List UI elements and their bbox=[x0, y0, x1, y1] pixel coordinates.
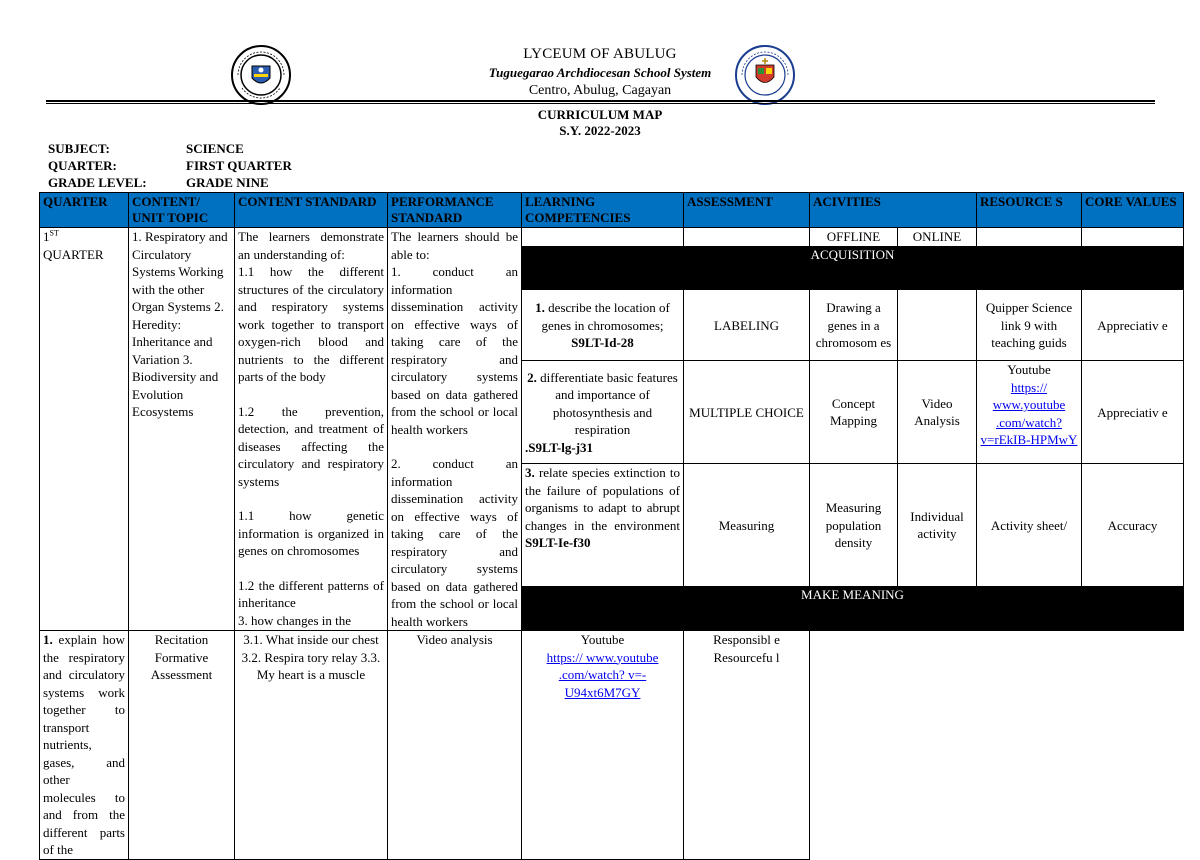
online-label: ONLINE bbox=[898, 228, 977, 247]
header-content: CONTENT/ UNIT TOPIC bbox=[129, 193, 235, 228]
header-competencies: LEARNING COMPETENCIES bbox=[522, 193, 684, 228]
core-values-cell: Appreciativ e bbox=[1082, 290, 1184, 361]
header-quarter: QUARTER bbox=[40, 193, 129, 228]
meta-grade-label: GRADE LEVEL: bbox=[48, 175, 147, 190]
competency-code: S9LT-Ie-f30 bbox=[525, 535, 591, 551]
online-activity-cell: Individual activity bbox=[898, 464, 977, 587]
competency-cell bbox=[522, 290, 684, 361]
header-divider-thin bbox=[46, 103, 1155, 104]
blank-cell bbox=[977, 228, 1082, 247]
competency-text: relate species extinction to the failure of populations of organisms to adapt to abrupt changes in the environment bbox=[525, 465, 680, 533]
content-standard-3: 1.1 how genetic information is organized in genes on chromosomes bbox=[238, 508, 384, 558]
competency-text: describe the location of genes in chromosomes; bbox=[541, 300, 670, 333]
competency-code: .S9LT-lg-j31 bbox=[525, 439, 594, 455]
resources-text: Youtube bbox=[1007, 362, 1051, 378]
table-header-row bbox=[40, 193, 1184, 228]
content-topics: 1. Respiratory and Circulatory Systems Working with the other Organ Systems 2. Heredity: Inheritance and Variation 3. Biodiversity and Evolution Ecosystems bbox=[132, 229, 228, 419]
header-resources: RESOURCE S bbox=[977, 193, 1082, 228]
table-row bbox=[40, 228, 1184, 247]
content-standard-2: 1.2 the prevention, detection, and treatment of diseases affecting the circulatory and respiratory systems bbox=[238, 403, 384, 489]
competency-text: explain how the respiratory and circulatory systems work together to transport nutrients, gases, and other molecules to and from the different parts of the bbox=[43, 632, 125, 857]
school-address: Centro, Abulug, Cagayan bbox=[528, 83, 672, 98]
section-make-meaning: MAKE MEANING bbox=[522, 587, 1184, 631]
competency-num: 2. bbox=[527, 369, 537, 385]
header-divider bbox=[46, 100, 1155, 102]
meta-quarter-label: QUARTER: bbox=[48, 158, 117, 173]
meta-subject-value: SCIENCE bbox=[186, 141, 244, 156]
competency-text: differentiate basic features and importance of photosynthesis and respiration bbox=[540, 369, 678, 437]
performance-2: 2. conduct an information dissemination activity on effective ways of taking care of the respiratory and circulatory systems based on data gathered from the school or local health workers bbox=[391, 456, 518, 629]
resources-cell: Quipper Science link 9 with teaching guids bbox=[977, 290, 1082, 361]
competency-cell bbox=[522, 361, 684, 464]
offline-activity-cell: Measuring population density bbox=[810, 464, 898, 587]
resources-text: Youtube bbox=[580, 632, 625, 647]
header-assessment: ASSESSMENT bbox=[684, 193, 810, 228]
content-standard-intro: The learners demonstrate an understanding of: bbox=[238, 229, 384, 262]
meta-quarter bbox=[48, 157, 292, 174]
offline-activity-cell: 3.1. What inside our chest 3.2. Respira tory relay 3.3. My heart is a muscle bbox=[235, 631, 388, 860]
school-system: Tuguegarao Archdiocesan School System bbox=[488, 65, 712, 80]
online-activity-cell: Video analysis bbox=[388, 631, 522, 860]
assessment-cell: MULTIPLE CHOICE bbox=[684, 361, 810, 464]
content-standard-1: 1.1 how the different structures of the circulatory and respiratory systems work together to transport oxygen-rich blood and nutrients to the different parts of the body bbox=[238, 264, 384, 384]
competency-num: 1. bbox=[43, 632, 53, 647]
content-standard-5: 3. how changes in the bbox=[238, 612, 352, 628]
resources-cell: Activity sheet/ bbox=[977, 464, 1082, 587]
meta-subject bbox=[48, 140, 292, 157]
resource-link[interactable]: https:// www.youtube .com/watch? v=rEkIB-HPMwY bbox=[980, 379, 1078, 448]
performance-1: 1. conduct an information dissemination activity on effective ways of taking care of the respiratory and circulatory systems based on data gathered from the school or local health workers bbox=[391, 264, 518, 437]
school-name: LYCEUM OF ABULUG bbox=[523, 46, 677, 62]
document-title: CURRICULUM MAP bbox=[537, 107, 663, 122]
core-values-cell: Appreciativ e bbox=[1082, 361, 1184, 464]
meta-block bbox=[48, 140, 292, 191]
section-acquisition: ACQUISITION bbox=[522, 246, 1184, 290]
assessment-cell: Recitation Formative Assessment bbox=[129, 631, 235, 860]
performance-intro: The learners should be able to: bbox=[391, 229, 518, 262]
meta-grade-value: GRADE NINE bbox=[186, 175, 269, 190]
quarter-cell bbox=[40, 228, 129, 631]
offline-activity-cell: Drawing a genes in a chromosom es bbox=[810, 290, 898, 361]
blank-cell bbox=[522, 228, 684, 247]
core-values-cell: Accuracy bbox=[1082, 464, 1184, 587]
blank-cell bbox=[684, 228, 810, 247]
school-year: S.Y. 2022-2023 bbox=[559, 123, 641, 138]
competency-cell bbox=[522, 464, 684, 587]
meta-quarter-value: FIRST QUARTER bbox=[186, 158, 292, 173]
offline-label: OFFLINE bbox=[810, 228, 898, 247]
assessment-cell: LABELING bbox=[684, 290, 810, 361]
competency-code: S9LT-Id-28 bbox=[571, 335, 634, 350]
resources-cell bbox=[522, 631, 684, 860]
online-activity-cell bbox=[898, 290, 977, 361]
quarter-word: QUARTER bbox=[43, 246, 104, 262]
meta-subject-label: SUBJECT: bbox=[48, 141, 110, 156]
performance-standard-cell bbox=[388, 228, 522, 631]
content-standard-cell bbox=[235, 228, 388, 631]
competency-num: 3. bbox=[525, 465, 535, 481]
core-values-cell: Responsibl e Resourcefu l bbox=[684, 631, 810, 860]
table-row bbox=[40, 631, 1184, 860]
resource-link[interactable]: https:// www.youtube .com/watch? v=-U94xt6M7GY bbox=[546, 649, 659, 700]
competency-num: 1. bbox=[535, 300, 545, 315]
blank-cell bbox=[1082, 228, 1184, 247]
content-standard-4: 1.2 the different patterns of inheritance bbox=[238, 577, 384, 610]
meta-grade bbox=[48, 174, 292, 191]
competency-cell bbox=[40, 631, 129, 860]
header-core-values: CORE VALUES bbox=[1082, 193, 1184, 228]
quarter-sup: ST bbox=[49, 228, 59, 238]
header-content-standard: CONTENT STANDARD bbox=[235, 193, 388, 228]
content-topic-cell bbox=[129, 228, 235, 631]
header-performance-standard: PERFORMANCE STANDARD bbox=[388, 193, 522, 228]
assessment-cell: Measuring bbox=[684, 464, 810, 587]
resources-cell bbox=[977, 361, 1082, 464]
offline-activity-cell: Concept Mapping bbox=[810, 361, 898, 464]
header-activities: ACIVITIES bbox=[810, 193, 977, 228]
online-activity-cell: Video Analysis bbox=[898, 361, 977, 464]
quarter-number: 1 bbox=[43, 229, 50, 244]
curriculum-map-table bbox=[39, 192, 1184, 860]
